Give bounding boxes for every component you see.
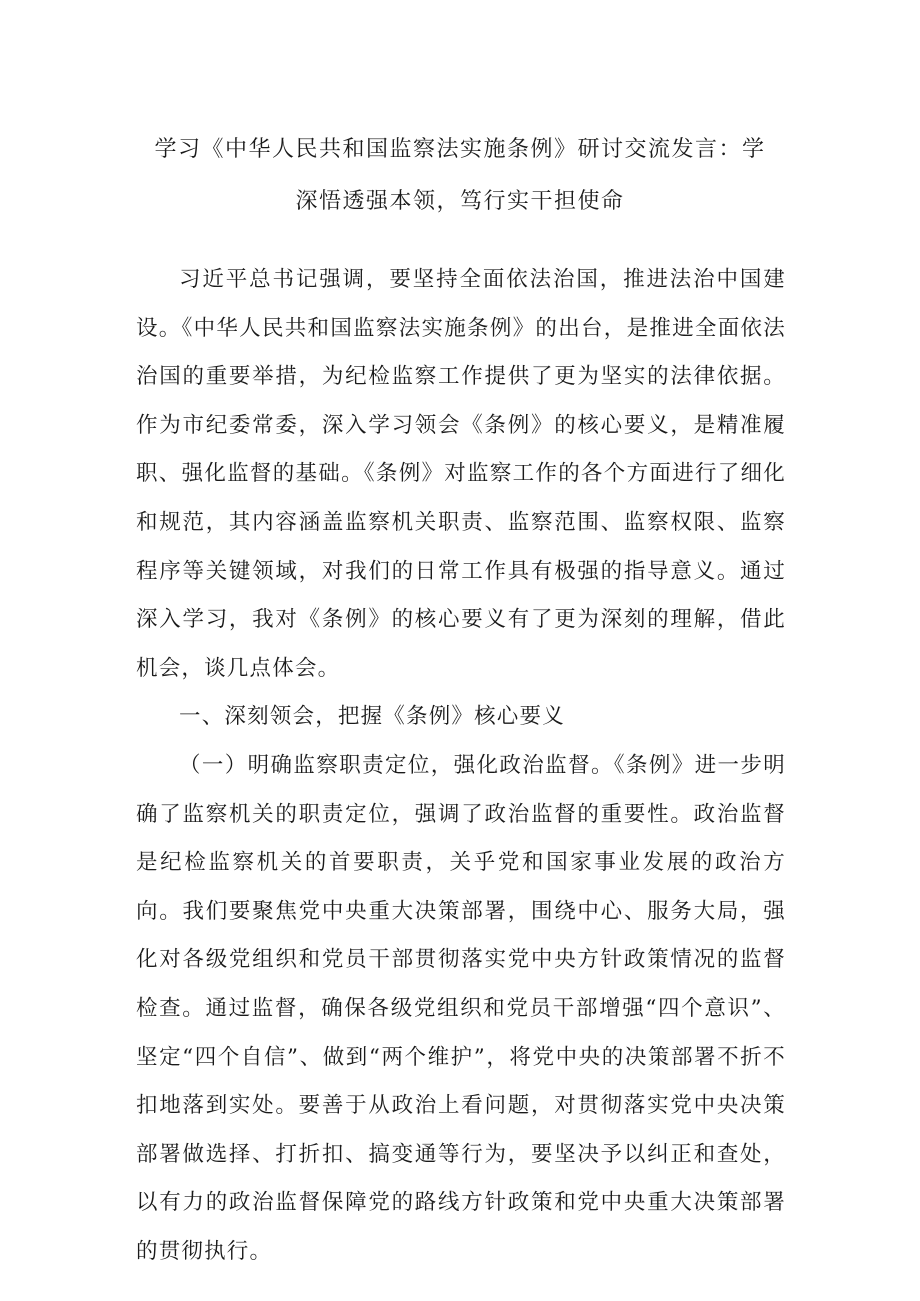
- title-line-2: 深悟透强本领，笃行实干担使命: [295, 189, 625, 214]
- subsection-paragraph: （一）明确监察职责定位，强化政治监督。《条例》进一步明确了监察机关的职责定位，强调了政治监督的重要性。政治监督是纪检监察机关的首要职责，关乎党和国家事业发展的政治方向。我们要聚焦党中央重大决策部署，围绕中心、服务大局，强化对各级党组织和党员干部贯彻落实党中央方针政策情况的监督检查。通过监督，确保各级党组织和党员干部增强“四个意识”、坚定“四个自信”、做到“两个维护”，将党中央的决策部署不折不扣地落到实处。要善于从政治上看问题，对贯彻落实党中央决策部署做选择、打折扣、搞变通等行为，要坚决予以纠正和查处，以有力的政治监督保障党的路线方针政策和党中央重大决策部署的贯彻执行。: [136, 752, 786, 1264]
- document-title: [0, 124, 920, 228]
- document-body: [136, 256, 786, 1276]
- section-heading: 一、深刻领会，把握《条例》核心要义: [179, 704, 565, 730]
- intro-paragraph: 习近平总书记强调，要坚持全面依法治国，推进法治中国建设。《中华人民共和国监察法实施条例》的出台，是推进全面依法治国的重要举措，为纪检监察工作提供了更为坚实的法律依据。作为市纪委常委，深入学习领会《条例》的核心要义，是精准履职、强化监督的基础。《条例》对监察工作的各个方面进行了细化和规范，其内容涵盖监察机关职责、监察范围、监察权限、监察程序等关键领域，对我们的日常工作具有极强的指导意义。通过深入学习，我对《条例》的核心要义有了更为深刻的理解，借此机会，谈几点体会。: [136, 267, 786, 681]
- title-line-1: 学习《中华人民共和国监察法实施条例》研讨交流发言：学: [154, 137, 766, 162]
